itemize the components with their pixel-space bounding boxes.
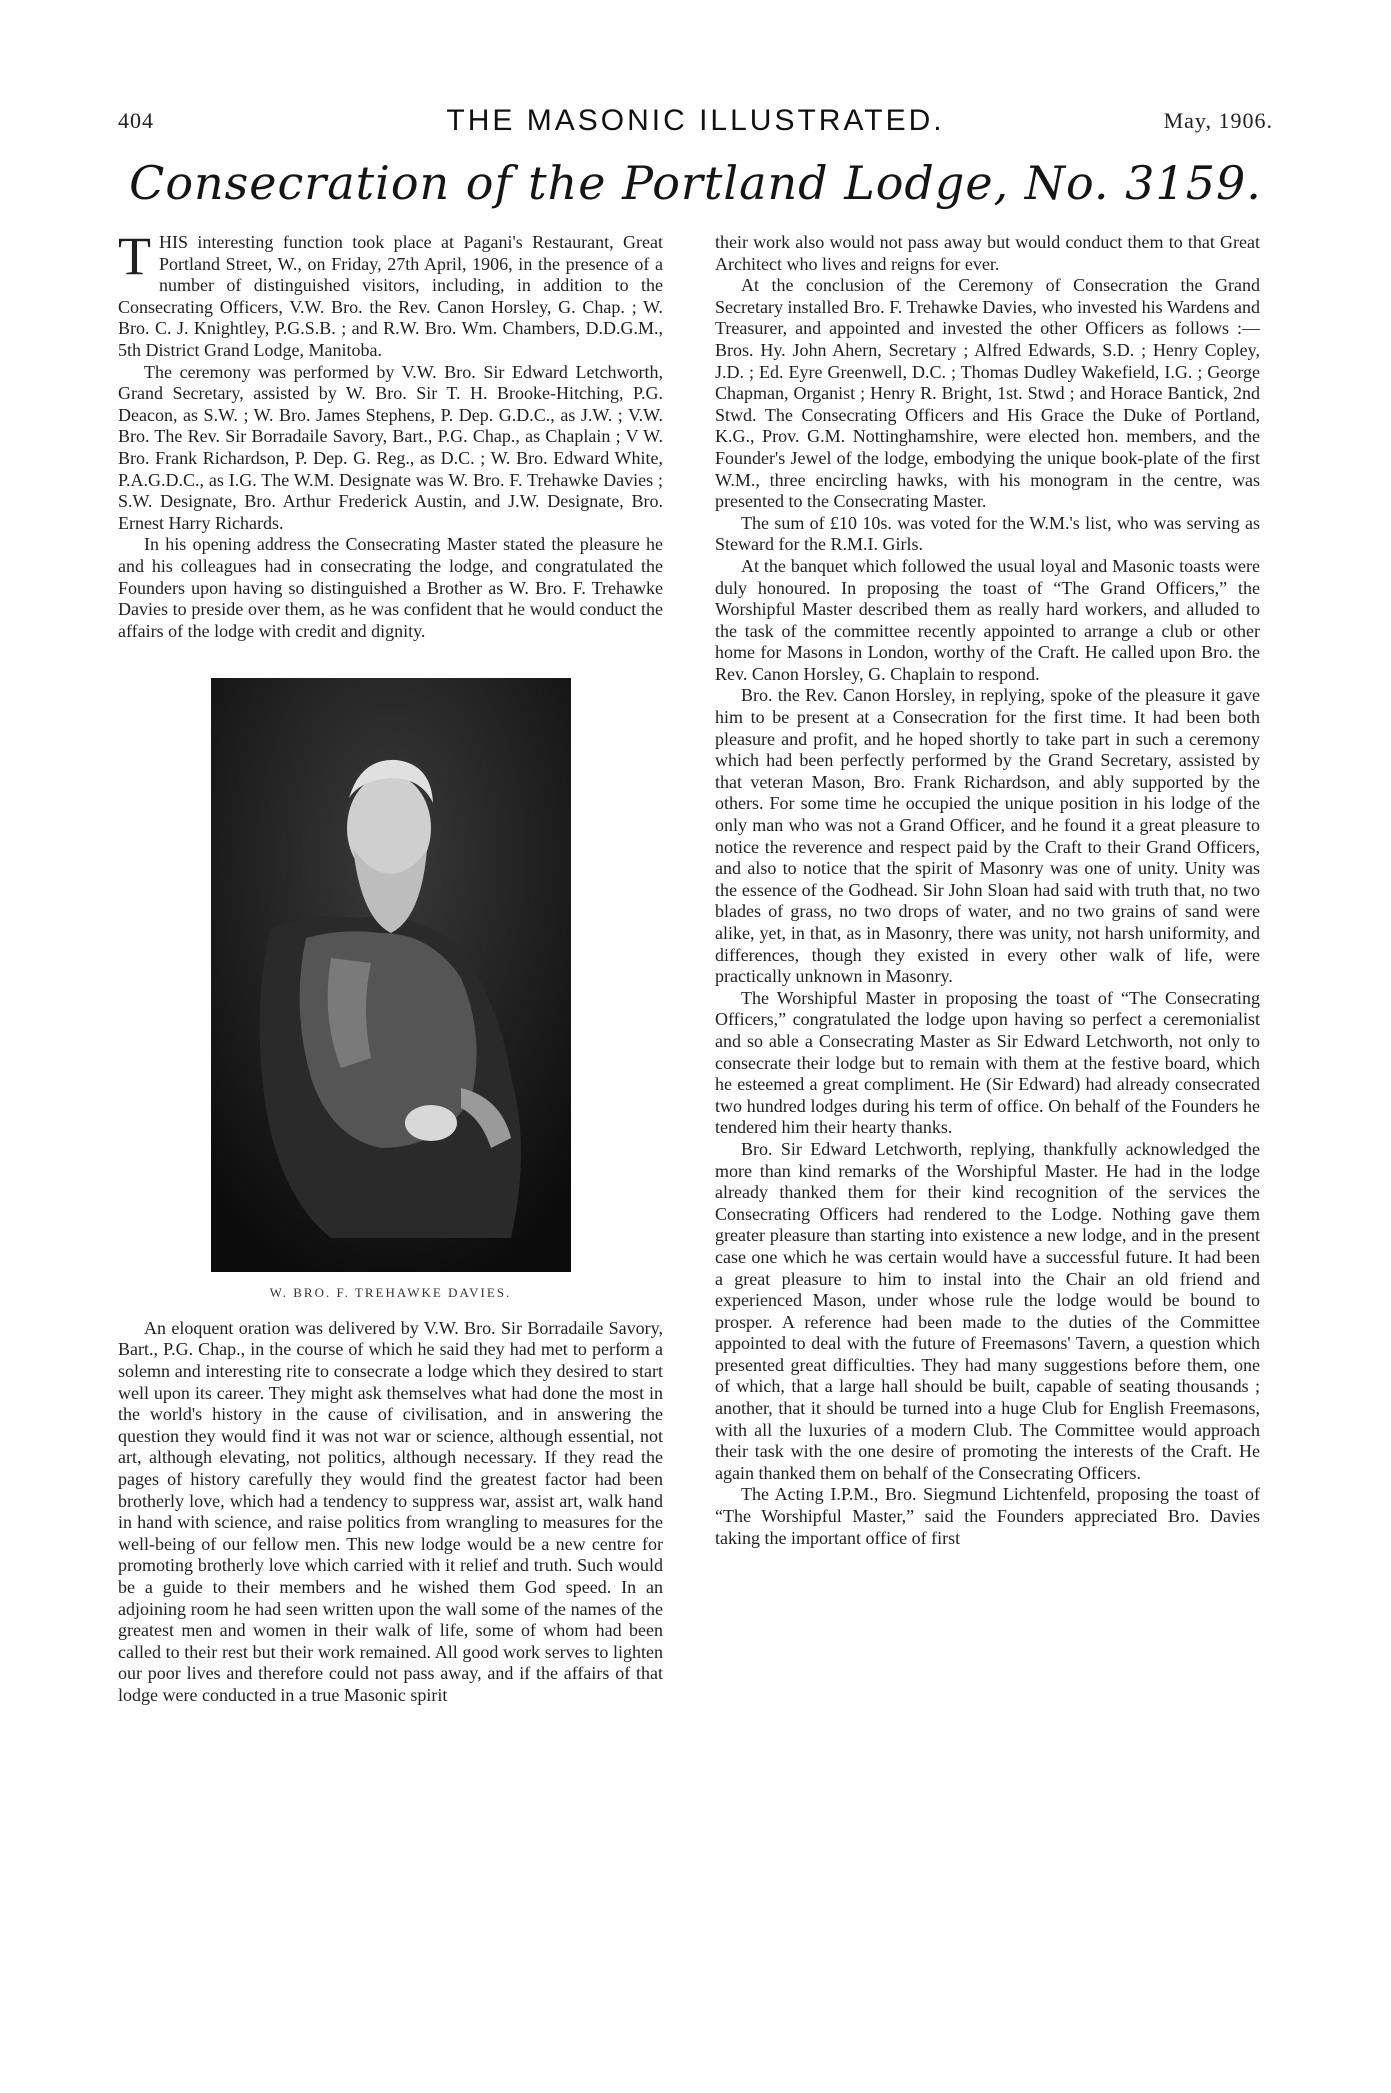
horsley-reply-paragraph: Bro. the Rev. Canon Horsley, in replying, spoke of the pleasure it gave him to be present at a Consecration for the first time. It had been both pleasure and profit, and he hoped shortly to take part in such a ceremony which had been perfectly performed by the Grand Secretary, assisted by that veteran Mason, Bro. Frank Richardson, and ably supported by the others. For some time he occupied the unique position in his lodge of the only man who was not a Grand Officer, and he found it a great pleasure to notice the reverence and respect paid by the Craft to their Grand Officers, and also to notice that the spirit of Masonry was one of unity. Unity was the essence of the Godhead. Sir John Sloan had said with truth that, no two blades of grass, no two drops of water, and no two grains of sand were alike, yet, in that, as in Masonry, there was unity, not harsh uniformity, and differences, though they existed in every other walk of life, were practically unknown in Masonry. [715, 685, 1260, 987]
installation-paragraph: At the conclusion of the Ceremony of Consecration the Grand Secretary installed Bro. F. Trehawke Davies, who invested his Wardens and Treasurer, and appointed and invested the other Officers as follows :—Bros. Hy. John Ahern, Secretary ; Alfred Edwards, S.D. ; Henry Copley, J.D. ; Ed. Eyre Greenwell, D.C. ; Thomas Dudley Wakefield, I.G. ; George Chapman, Organist ; Henry R. Bright, 1st. Stwd ; and Horace Bantick, 2nd Stwd. The Consecrating Officers and His Grace the Duke of Portland, K.G., Prov. G.M. Nottinghamshire, were elected hon. members, and the Founder's Jewel of the lodge, embodying the unique book-plate of the first W.M., three encircling hawks, with his monogram in the centre, was presented to the Consecrating Master. [715, 275, 1260, 512]
ipm-toast-paragraph: The Acting I.P.M., Bro. Siegmund Lichtenfeld, proposing the toast of “The Worshipful Master,” said the Founders appreciated Bro. Davies taking the important office of first [715, 1484, 1260, 1548]
journal-title: THE MASONIC ILLUSTRATED. [446, 104, 945, 137]
opening-paragraph-text: HIS interesting function took place at Pagani's Restaurant, Great Portland Street, W., on Friday, 27th April, 1906, in the presence of a number of distinguished visitors, including, in addition to the Consecrating Officers, V.W. Bro. the Rev. Canon Horsley, G. Chap. ; W. Bro. C. J. Knightley, P.G.S.B. ; and R.W. Bro. Wm. Chambers, D.D.G.M., 5th District Grand Lodge, Manitoba. [118, 232, 663, 360]
left-column [118, 226, 663, 1707]
banquet-paragraph: At the banquet which followed the usual loyal and Masonic toasts were duly honoured. In proposing the toast of “The Grand Officers,” the Worshipful Master described them as really hard workers, and alluded to the task of the committee recently appointed to arrange a club or other home for Masons in London, worthy of the Craft. He called upon Bro. the Rev. Canon Horsley, G. Chaplain to respond. [715, 555, 1260, 684]
continued-paragraph: their work also would not pass away but would conduct them to that Great Architect who lives and reigns for ever. [715, 232, 1260, 274]
opening-address-paragraph: In his opening address the Consecrating Master stated the pleasure he and his colleagues had in consecrating the lodge, and congratulated the Founders upon having so distinguished a Brother as W. Bro. F. Trehawke Davies to preside over them, as he was confident that he would conduct the affairs of the lodge with credit and dignity. [118, 534, 663, 641]
running-head [118, 104, 1273, 144]
portrait-figure [118, 678, 663, 1304]
drop-cap: T [118, 226, 151, 286]
consecrating-officers-toast-paragraph: The Worshipful Master in proposing the toast of “The Consecrating Officers,” congratulated the lodge upon having so perfect a ceremonialist and so able a Consecrating Master as Sir Edward Letchworth, not only to consecrate their lodge but to remain with them at the festive board, which he esteemed a great compliment. He (Sir Edward) had already consecrated two hundred lodges during his term of office. On behalf of the Founders he tendered him their hearty thanks. [715, 987, 1260, 1138]
right-column [715, 232, 1260, 1549]
ceremony-paragraph: The ceremony was performed by V.W. Bro. Sir Edward Letchworth, Grand Secretary, assisted by W. Bro. Sir T. H. Brooke-Hitching, P.G. Deacon, as S.W. ; W. Bro. James Stephens, P. Dep. G.D.C., as J.W. ; V.W. Bro. The Rev. Sir Borradaile Savory, Bart., P.G. Chap., as Chaplain ; V W. Bro. Frank Richardson, P. Dep. G. Reg., as D.C. ; W. Bro. Edward White, P.A.G.D.C., as I.G. The W.M. Designate was W. Bro. F. Trehawke Davies ; S.W. Designate, Bro. Arthur Frederick Austin, and J.W. Designate, Bro. Ernest Harry Richards. [118, 361, 663, 533]
letchworth-reply-paragraph: Bro. Sir Edward Letchworth, replying, thankfully acknowledged the more than kind remarks of the Worshipful Master. He had in the lodge already thanked them for their kind recognition of the services the Consecrating Officers had rendered to the Lodge. Nothing gave them greater pleasure than starting into existence a new lodge, and in the present case one which he was certain would have a successful future. It had been a great pleasure to him to instal into the Chair an old friend and experienced Mason, under whose rule the lodge would be bound to prosper. A reference had been made to the duties of the Committee appointed to deal with the future of Freemasons' Tavern, a question which presented great difficulties. They had many suggestions before them, one of which, that a large hall should be built, capable of seating thousands ; another, that it should be turned into a huge Club for English Freemasons, with all the luxuries of a modern Club. The Committee would approach their task with the one desire of promoting the interests of the Craft. He again thanked them on behalf of the Consecrating Officers. [715, 1138, 1260, 1483]
portrait-illustration [211, 678, 571, 1272]
donation-paragraph: The sum of £10 10s. was voted for the W.M.'s list, who was serving as Steward for the R.M.I. Girls. [715, 512, 1260, 555]
portrait-caption: W. BRO. F. TREHAWKE DAVIES. [269, 1285, 512, 1301]
portrait-photo [211, 678, 571, 1272]
page-number: 404 [118, 108, 154, 133]
issue-date: May, 1906. [1163, 108, 1273, 133]
article-title: Consecration of the Portland Lodge, No. 3159. [129, 156, 1262, 210]
opening-paragraph [118, 226, 663, 362]
oration-paragraph: An eloquent oration was delivered by V.W. Bro. Sir Borradaile Savory, Bart., P.G. Chap., in the course of which he said they had met to perform a solemn and interesting rite to consecrate a lodge which they desired to start well upon its career. They might ask themselves what had done the most in the world's history in the cause of civilisation, and in answering the question they would find it was not war or science, although essential, not art, although elevating, not politics, although necessary. If they read the pages of history carefully they would find the greatest factor had been brotherly love, which had a tendency to suppress war, assist art, walk hand in hand with science, and raise politics from wrangling to measures for the well-being of our fellow men. This new lodge would be a new centre for promoting brotherly love which carried with it relief and truth. Such would be a guide to their members and he wished them God speed. In an adjoining room he had seen written upon the wall some of the names of the greatest men and women in their walk of life, some of whom had been called to their rest but their work remained. All good work serves to lighten our poor lives and therefore could not pass away, and if the affairs of that lodge were conducted in a true Masonic spirit [118, 1317, 663, 1705]
